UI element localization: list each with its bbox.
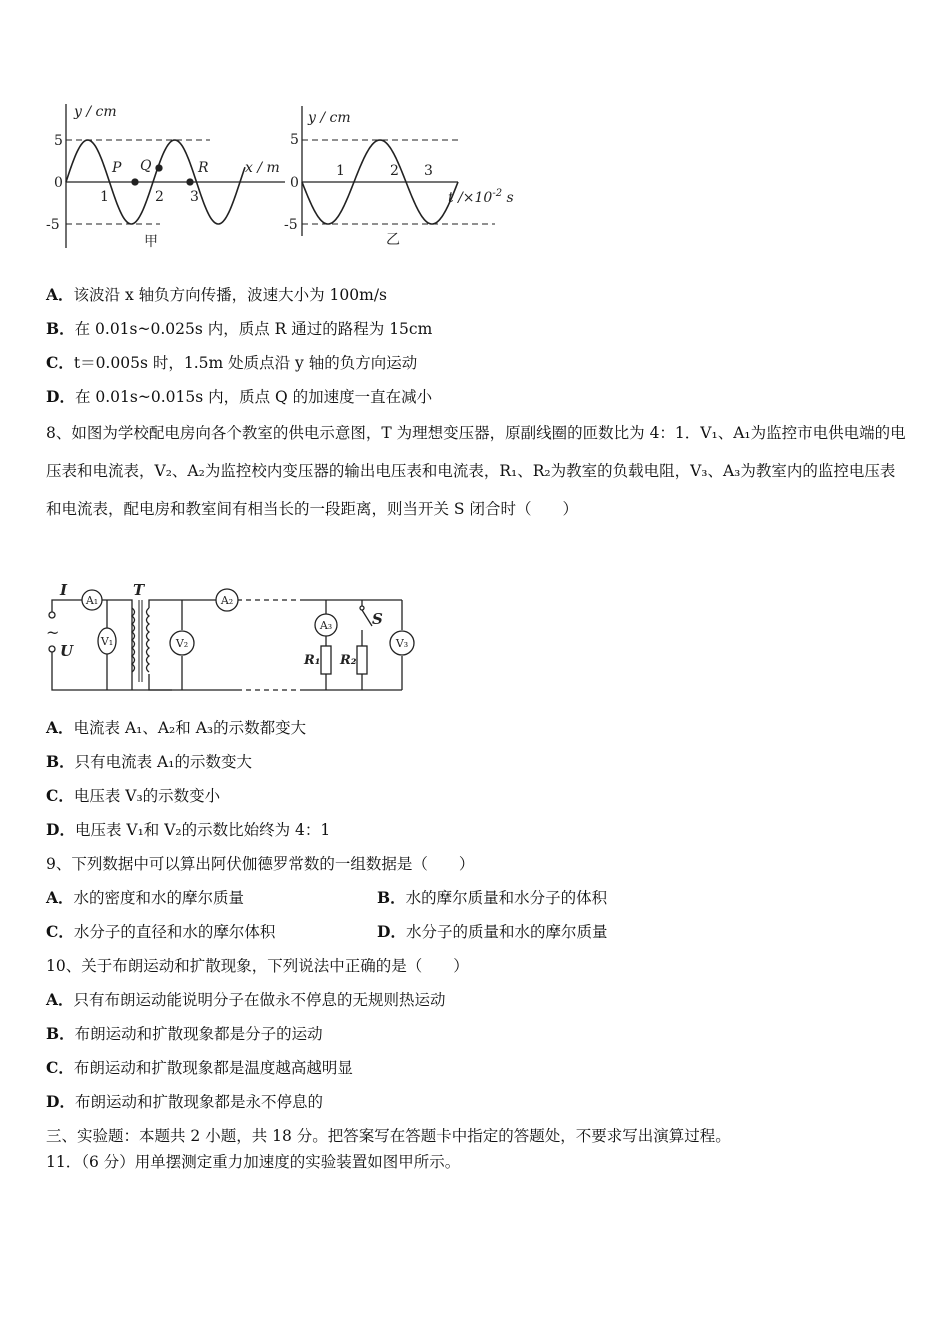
- right-tick-5: 5: [290, 132, 299, 148]
- label-switch-s: S: [372, 610, 383, 628]
- q8-option-a: A．电流表 A₁、A₂和 A₃的示数都变大: [46, 718, 307, 737]
- q10-option-d: D．布朗运动和扩散现象都是永不停息的: [46, 1092, 323, 1111]
- left-tick-neg5: -5: [46, 217, 60, 233]
- right-x-label: t $/\times 10^{-2}$ s: [448, 188, 514, 206]
- right-y-label: y / cm: [308, 110, 351, 126]
- q10-option-c: C．布朗运动和扩散现象都是温度越高越明显: [46, 1058, 353, 1077]
- label-voltage-u: U: [60, 642, 74, 660]
- wave-graphs: [40, 98, 520, 258]
- right-tick-0: 0: [290, 175, 299, 191]
- q10-option-a: A．只有布朗运动能说明分子在做永不停息的无规则热运动: [46, 990, 446, 1009]
- label-v2: V₂: [175, 637, 189, 650]
- point-R: [187, 179, 193, 185]
- left-tick-0: 0: [54, 175, 63, 191]
- q7-option-c: C．t＝0.005s 时，1.5m 处质点沿 y 轴的负方向运动: [46, 353, 418, 372]
- right-t-tick-2: 2: [390, 163, 399, 179]
- left-y-label: y / cm: [74, 104, 117, 120]
- right-t-tick-3: 3: [424, 163, 433, 179]
- point-Q: [156, 165, 162, 171]
- circuit-diagram: [42, 582, 422, 700]
- q10-stem: 10、关于布朗运动和扩散现象，下列说法中正确的是（ ）: [46, 957, 469, 975]
- point-P: [132, 179, 138, 185]
- label-R: R: [198, 160, 209, 176]
- resistor-r1: [321, 646, 331, 674]
- label-Q: Q: [140, 158, 152, 174]
- left-x-label: x / m: [245, 160, 280, 176]
- q11-stem: 11．（6 分）用单摆测定重力加速度的实验装置如图甲所示。: [46, 1153, 461, 1171]
- q9-option-b: B．水的摩尔质量和水分子的体积: [377, 888, 608, 907]
- section-3-heading: 三、实验题：本题共 2 小题，共 18 分。把答案写在答题卡中指定的答题处，不要求写出演算过程。: [46, 1127, 731, 1145]
- label-transformer-t: T: [133, 582, 145, 599]
- q8-option-d: D．电压表 V₁和 V₂的示数比始终为 4：1: [46, 820, 331, 839]
- resistor-r2: [357, 646, 367, 674]
- q10-option-b: B．布朗运动和扩散现象都是分子的运动: [46, 1024, 323, 1043]
- left-x-tick-3: 3: [190, 189, 199, 205]
- q9-option-c: C．水分子的直径和水的摩尔体积: [46, 922, 276, 941]
- label-a1: A₁: [85, 594, 99, 607]
- terminal-top: [49, 612, 55, 618]
- caption-jia: 甲: [144, 234, 158, 250]
- caption-yi: 乙: [386, 232, 400, 248]
- q9-stem: 9、下列数据中可以算出阿伏伽德罗常数的一组数据是（ ）: [46, 855, 475, 873]
- left-x-tick-2: 2: [155, 189, 164, 205]
- ac-source-symbol: ~: [46, 623, 60, 642]
- left-x-tick-1: 1: [100, 189, 109, 205]
- q9-option-d: D．水分子的质量和水的摩尔质量: [377, 922, 608, 941]
- q8-stem: 8、如图为学校配电房向各个教室的供电示意图，T 为理想变压器，原副线圈的匝数比为 4：1．V₁、A₁为监控市电供电端的电压表和电流表，V₂、A₂为监控校内变压器的输出电压表和电流表，R₁、R₂为教室的负载电阻，V₃、A₃为教室内的监控电压表和电流表，配电房和教室间有相当长的一段距离，则当开关 S 闭合时（ ）: [46, 424, 906, 518]
- label-r2: R₂: [340, 653, 357, 668]
- label-current-i: I: [60, 582, 68, 599]
- q9-option-a: A．水的密度和水的摩尔质量: [46, 888, 245, 907]
- q8-option-b: B．只有电流表 A₁的示数变大: [46, 752, 252, 771]
- left-tick-5: 5: [54, 133, 63, 149]
- label-v3: V₃: [395, 637, 409, 650]
- wave-graph-x: [66, 104, 285, 248]
- right-t-tick-1: 1: [336, 163, 345, 179]
- q8-option-c: C．电压表 V₃的示数变小: [46, 786, 221, 805]
- label-a3: A₃: [319, 619, 333, 632]
- q7-option-b: B．在 0.01s~0.025s 内，质点 R 通过的路程为 15cm: [46, 319, 433, 338]
- label-P: P: [112, 160, 122, 176]
- q7-option-a: A．该波沿 x 轴负方向传播，波速大小为 100m/s: [46, 285, 388, 304]
- label-a2: A₂: [220, 594, 234, 607]
- q7-option-d: D．在 0.01s~0.015s 内，质点 Q 的加速度一直在减小: [46, 387, 433, 406]
- terminal-bottom: [49, 646, 55, 652]
- label-v1: V₁: [100, 635, 114, 648]
- right-tick-neg5: -5: [284, 217, 298, 233]
- label-r1: R₁: [304, 653, 321, 668]
